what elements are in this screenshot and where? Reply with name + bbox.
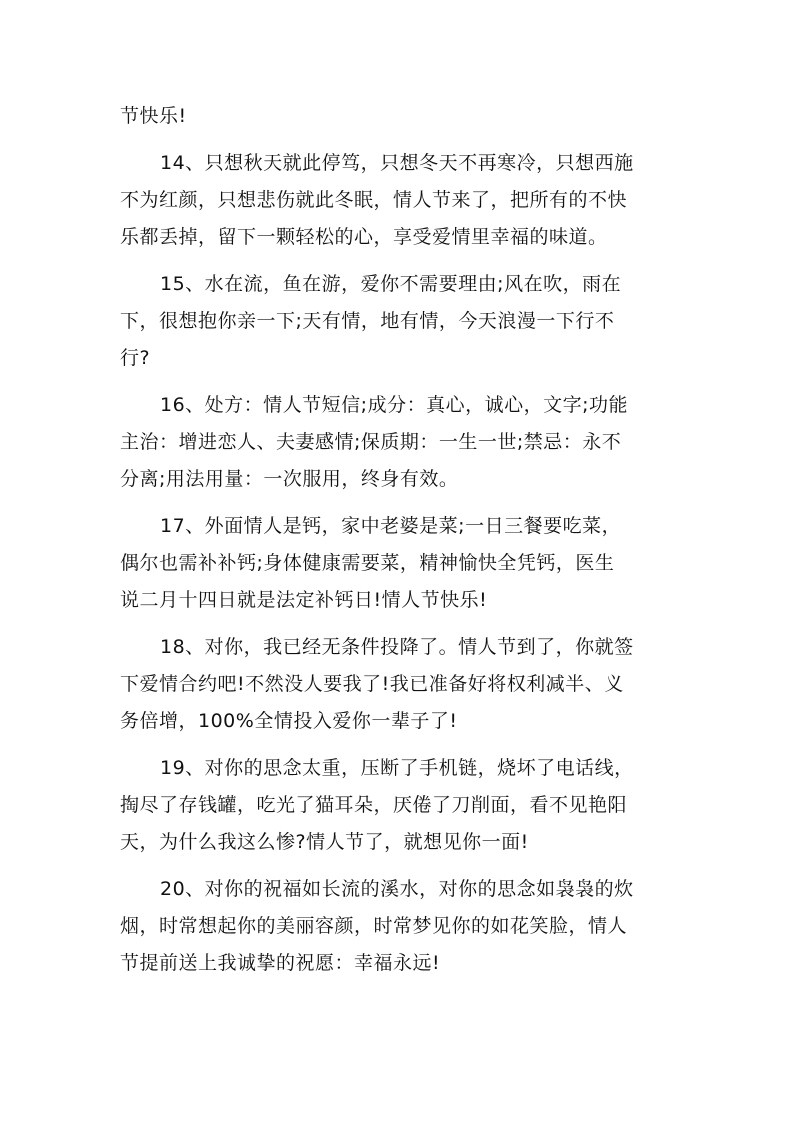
text-line: 烟，时常想起你的美丽容颜，时常梦见你的如花笑脸，情人 — [120, 915, 628, 937]
text-line: 14、只想秋天就此停笃，只想冬天不再寒冷，只想西施 — [160, 152, 634, 174]
text-line: 16、处方：情人节短信;成分：真心，诚心，文字;功能 — [160, 394, 628, 416]
text-line: 说二月十四日就是法定补钙日!情人节快乐! — [120, 589, 488, 611]
text-line: 19、对你的思念太重，压断了手机链，烧坏了电话线， — [160, 757, 634, 779]
text-line: 掏尽了存钱罐，吃光了猫耳朵，厌倦了刀削面，看不见艳阳 — [120, 794, 628, 816]
text-line: 天，为什么我这么惨?情人节了，就想见你一面! — [120, 831, 529, 853]
text-line: 务倍增，100%全情投入爱你一辈子了! — [120, 710, 458, 732]
text-line: 18、对你，我已经无条件投降了。情人节到了，你就签 — [160, 636, 634, 658]
text-line: 15、水在流，鱼在游，爱你不需要理由;风在吹，雨在 — [160, 273, 622, 295]
text-line: 节提前送上我诚挚的祝愿：幸福永远! — [120, 952, 441, 974]
text-line: 不为红颜，只想悲伤就此冬眠，情人节来了，把所有的不快 — [120, 189, 628, 211]
text-line: 20、对你的祝福如长流的溪水，对你的思念如袅袅的炊 — [160, 878, 634, 900]
text-line: 行? — [120, 347, 151, 369]
text-line: 节快乐! — [120, 105, 187, 127]
text-line: 17、外面情人是钙，家中老婆是菜;一日三餐要吃菜， — [160, 515, 622, 537]
text-line: 下，很想抱你亲一下;天有情，地有情，今天浪漫一下行不 — [120, 310, 615, 332]
text-line: 乐都丢掉，留下一颗轻松的心，享受爱情里幸福的味道。 — [120, 226, 608, 248]
text-line: 偶尔也需补补钙;身体健康需要菜，精神愉快全凭钙，医生 — [120, 552, 615, 574]
text-line: 下爱情合约吧!不然没人要我了!我已准备好将权利减半、义 — [120, 673, 624, 695]
text-line: 主治：增进恋人、夫妻感情;保质期：一生一世;禁忌：永不 — [120, 431, 622, 453]
text-line: 分离;用法用量：一次服用，终身有效。 — [120, 468, 459, 490]
